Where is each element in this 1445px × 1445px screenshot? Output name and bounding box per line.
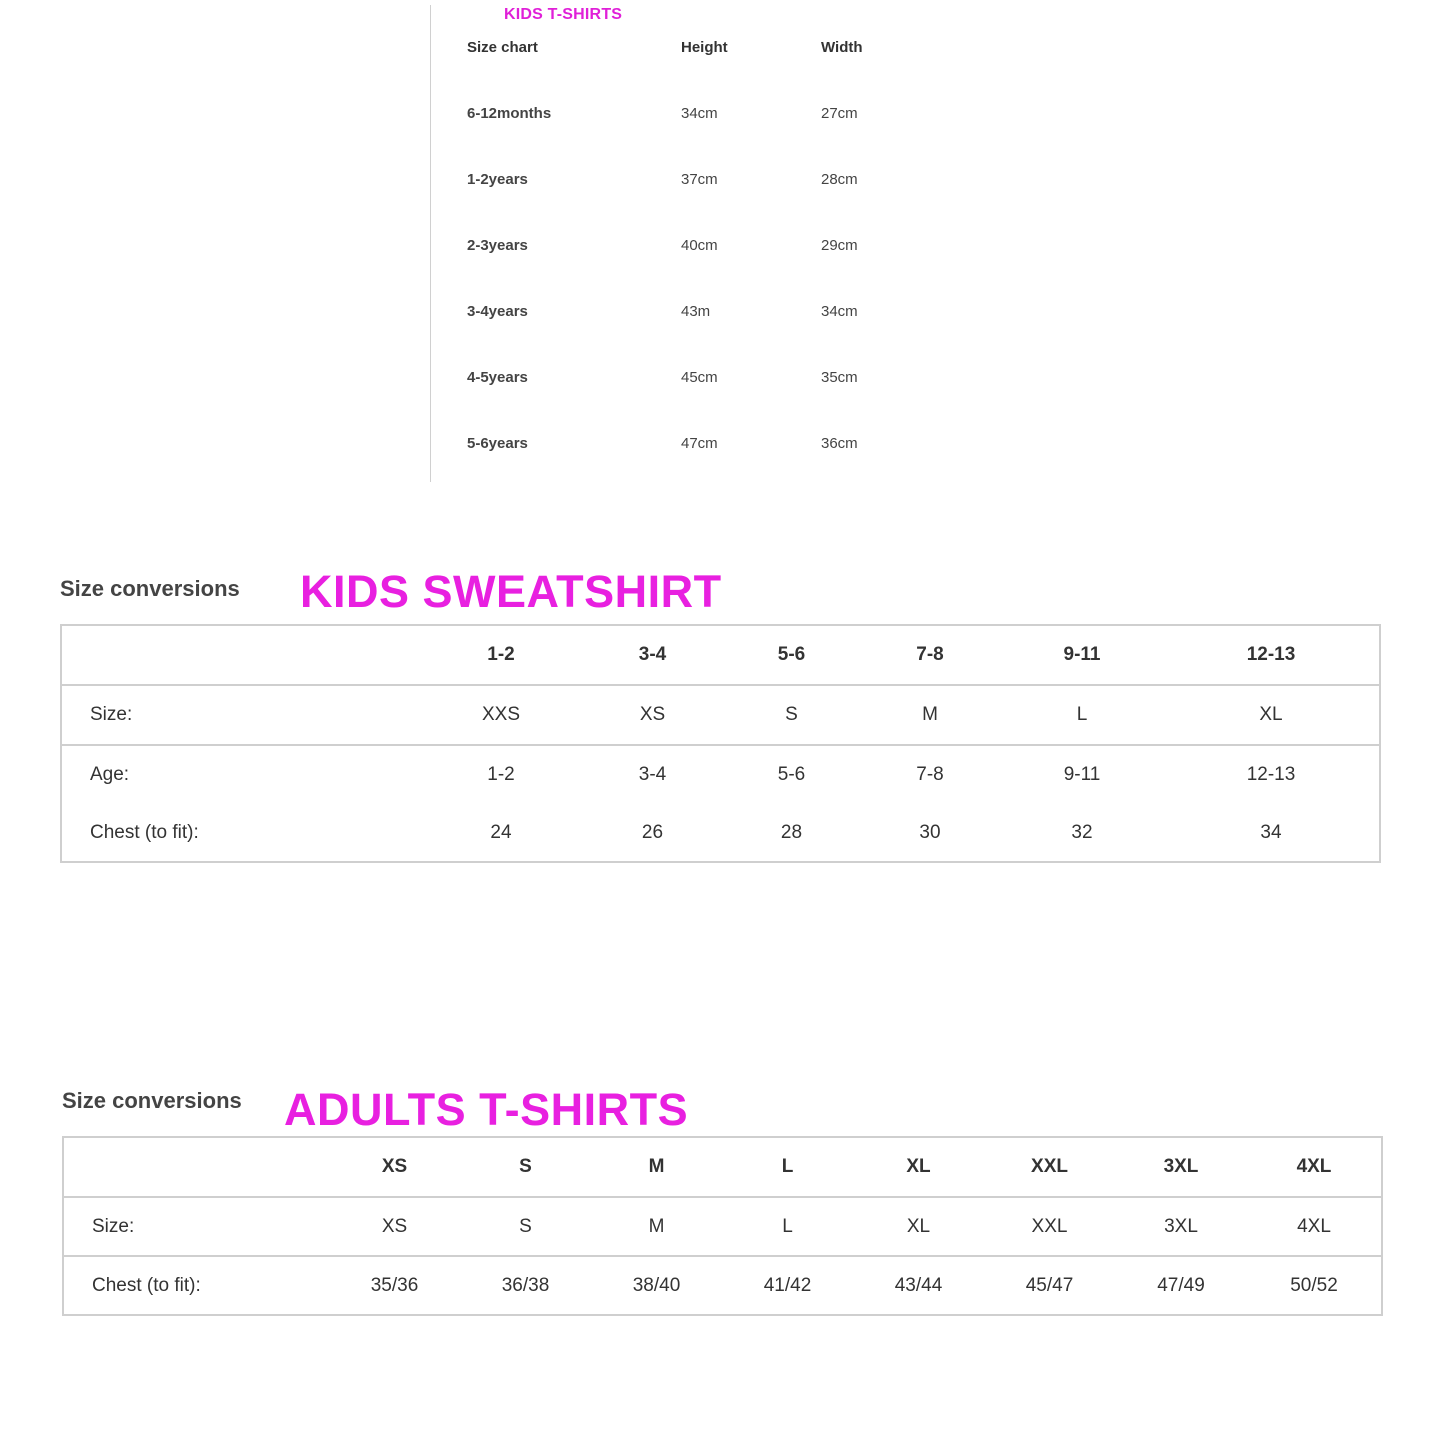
empty-header-cell [61,625,421,685]
header-size-chart: Size chart [467,39,538,56]
chest-cell: 30 [919,821,941,843]
kids-tshirt-size: 6-12months [467,105,552,122]
age-header: 3-4 [581,625,724,685]
kids-tshirt-height: 43m [681,303,711,320]
chest-cell: 45/47 [1025,1274,1074,1296]
chest-cell: 35/36 [370,1274,419,1296]
size-cell: S [460,1197,591,1256]
size-header: 3XL [1115,1137,1247,1197]
kids-tshirt-width: 35cm [821,369,858,386]
kids-tshirt-size: 2-3years [467,237,528,254]
size-header: L [722,1137,853,1197]
size-cell: S [724,685,859,745]
kids-tshirt-width: 27cm [821,105,858,122]
age-header: 1-2 [421,625,581,685]
size-header: XL [853,1137,984,1197]
kids-tshirt-height: 45cm [681,369,718,386]
row-label: Size: [63,1197,329,1256]
header-height: Height [681,39,728,56]
chest-cell: 41/42 [763,1274,812,1296]
kids-tshirts-title: KIDS T-SHIRTS [504,6,623,23]
kids-sweatshirt-title: KIDS SWEATSHIRT [300,566,722,617]
size-cell: M [591,1197,722,1256]
size-cell: L [1001,685,1163,745]
size-row [61,685,1380,745]
age-cell: 9-11 [1063,764,1101,785]
kids-tshirt-height: 37cm [681,171,718,188]
size-cell: 4XL [1247,1197,1382,1256]
chest-cell: 47/49 [1157,1274,1205,1296]
age-row [61,745,1380,804]
chest-cell: 32 [1071,821,1093,843]
size-header: 4XL [1247,1137,1382,1197]
kids-tshirt-size: 5-6years [467,435,528,452]
kids-tshirt-width: 29cm [821,237,858,254]
size-cell: XS [329,1197,460,1256]
size-row [63,1197,1382,1256]
size-header: XS [329,1137,460,1197]
kids-tshirt-height: 40cm [681,237,718,254]
table-header-row [61,625,1380,685]
size-cell: XXL [984,1197,1115,1256]
adults-tshirts-table [62,1136,1383,1316]
kids-tshirt-width: 28cm [821,171,858,188]
chest-cell: 26 [641,821,664,843]
chest-cell: 38/40 [632,1274,681,1296]
kids-tshirt-size: 4-5years [467,369,528,386]
kids-tshirt-height: 47cm [681,435,718,452]
age-header: 12-13 [1163,625,1380,685]
age-header: 9-11 [1001,625,1163,685]
kids-tshirt-size: 1-2years [467,171,528,188]
age-header: 7-8 [859,625,1001,685]
table-header-row [63,1137,1382,1197]
row-label: Age: [90,764,130,785]
sweatshirt-conversions-label: Size conversions [60,576,240,601]
kids-tshirt-height: 34cm [681,105,718,122]
size-cell: XL [1163,685,1380,745]
age-cell: 5-6 [777,764,806,785]
size-cell: XXS [421,685,581,745]
size-cell: XL [853,1197,984,1256]
age-cell: 12-13 [1246,764,1296,785]
age-cell: 3-4 [638,764,667,785]
chest-cell: 28 [780,821,803,843]
age-header: 5-6 [724,625,859,685]
chest-cell: 36/38 [501,1274,550,1296]
adults-conversions-label: Size conversions [62,1088,242,1113]
chest-cell: 34 [1260,821,1282,843]
size-cell: M [859,685,1001,745]
kids-tshirt-width: 36cm [821,435,858,452]
size-header: M [591,1137,722,1197]
chest-cell: 50/52 [1290,1274,1338,1296]
kids-tshirt-size: 3-4years [467,303,528,320]
size-header: XXL [984,1137,1115,1197]
empty-header-cell [63,1137,329,1197]
chest-row [61,804,1380,862]
row-label: Chest (to fit): [90,821,199,843]
adults-tshirts-title: ADULTS T-SHIRTS [284,1084,689,1135]
size-cell: XS [581,685,724,745]
chest-cell: 43/44 [894,1274,943,1296]
chest-row [63,1256,1382,1315]
size-cell: L [722,1197,853,1256]
header-width: Width [821,39,863,56]
kids-tshirts-size-chart [430,5,901,482]
kids-sweatshirt-table [60,624,1381,863]
size-cell: 3XL [1115,1197,1247,1256]
age-cell: 7-8 [916,764,944,785]
row-label: Size: [61,685,421,745]
row-label: Chest (to fit): [92,1274,201,1296]
chest-cell: 24 [490,821,512,843]
kids-tshirt-width: 34cm [821,303,858,320]
size-header: S [460,1137,591,1197]
age-cell: 1-2 [487,764,515,785]
